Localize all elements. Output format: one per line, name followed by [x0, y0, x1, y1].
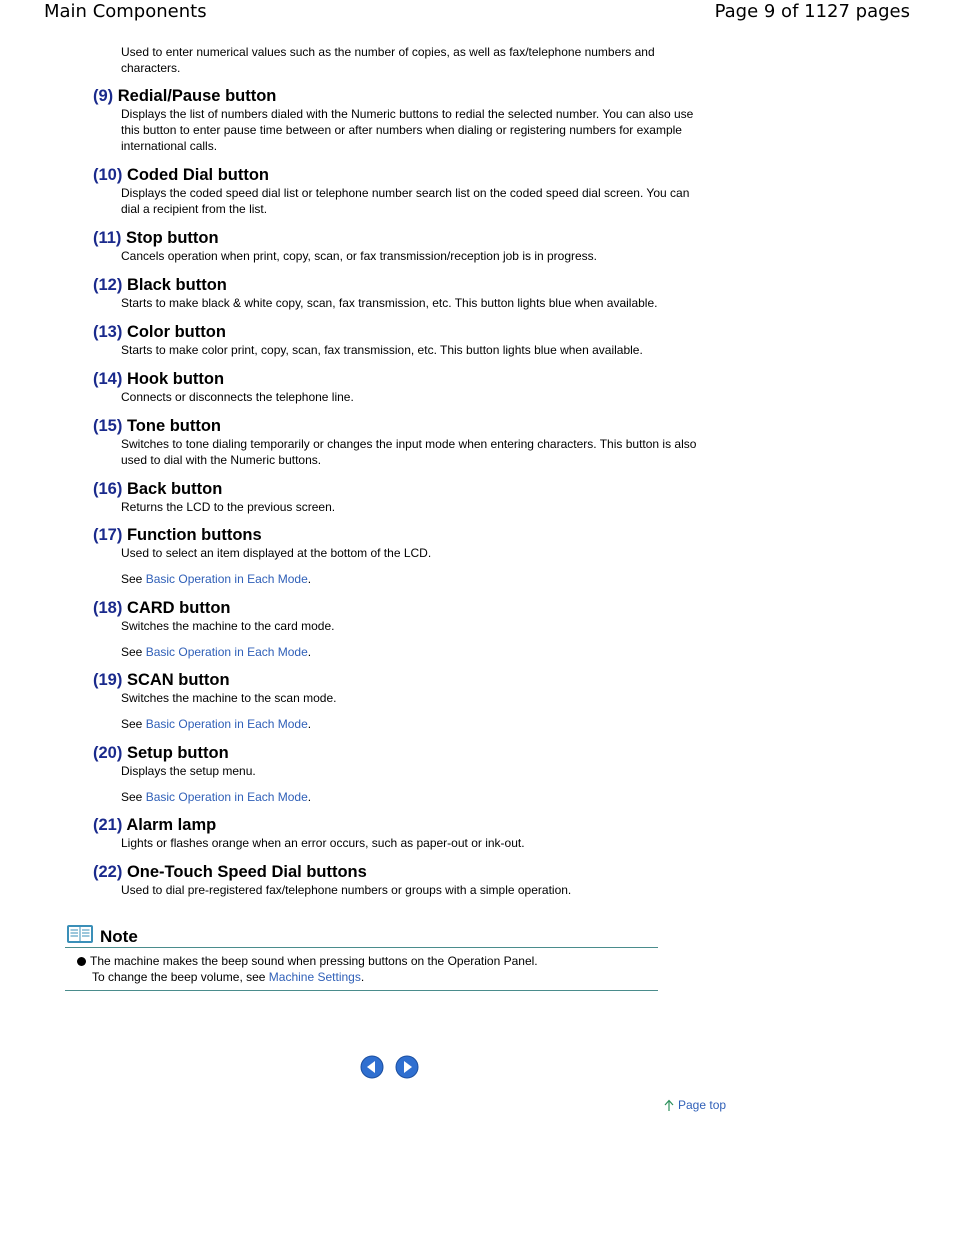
item-heading [93, 479, 723, 499]
note-body [65, 948, 658, 991]
page-counter: Page 9 of 1127 pages [714, 1, 910, 22]
item-number: (11) [93, 229, 122, 247]
item-description: Cancels operation when print, copy, scan, or fax transmission/reception job is in progress. [121, 249, 598, 263]
page-navigation [360, 1055, 422, 1079]
item-heading [93, 743, 723, 763]
item-description: Displays the list of numbers dialed with the Numeric buttons to redial the selected number. You can also use this button to enter pause time between or after numbers when dialing or registering numbers for example international calls. [121, 107, 694, 153]
see-also [121, 716, 723, 732]
item-description: Used to dial pre-registered fax/telephone numbers or groups with a simple operation. [121, 883, 572, 897]
item-description: Displays the coded speed dial list or telephone number search list on the coded speed dial screen. You can dial a recipient from the list. [121, 186, 690, 216]
item-color [93, 322, 723, 358]
item-one-touch-speed-dial [93, 862, 723, 898]
item-number: (19) [93, 671, 123, 689]
arrow-left-circle-icon[interactable] [360, 1055, 384, 1079]
item-hook [93, 369, 723, 405]
item-name: Coded Dial button [126, 166, 270, 184]
item-tone [93, 416, 723, 468]
item-heading [93, 228, 723, 248]
see-suffix: . [307, 790, 312, 804]
arrow-right-circle-icon[interactable] [395, 1055, 419, 1079]
item-description: Starts to make black & white copy, scan, fax transmission, etc. This button lights blue when available. [121, 296, 658, 310]
note-title: Note [100, 927, 138, 946]
machine-settings-link[interactable]: Machine Settings [268, 970, 361, 984]
item-heading [93, 275, 723, 295]
note-text-prefix: To change the beep volume, see [92, 970, 269, 984]
item-number: (22) [93, 863, 123, 881]
item-description: Returns the LCD to the previous screen. [121, 500, 336, 514]
item-name: Redial/Pause button [117, 87, 277, 105]
item-description: Lights or flashes orange when an error occurs, such as paper-out or ink-out. [121, 836, 525, 850]
item-number: (13) [93, 323, 123, 341]
page-header [0, 0, 954, 30]
item-alarm-lamp [93, 815, 723, 851]
item-number: (16) [93, 480, 123, 498]
item-card [93, 598, 723, 660]
item-description: Used to select an item displayed at the bottom of the LCD. [121, 546, 432, 560]
item-name: SCAN button [126, 671, 230, 689]
bullet-icon [77, 957, 86, 966]
book-icon [66, 924, 94, 944]
item-function [93, 525, 723, 587]
item-name: Hook button [126, 370, 225, 388]
note-text: The machine makes the beep sound when pressing buttons on the Operation Panel. [90, 954, 538, 968]
item-heading [93, 862, 723, 882]
item-number: (20) [93, 744, 123, 762]
basic-operation-link[interactable]: Basic Operation in Each Mode [145, 790, 308, 804]
note-text-suffix: . [360, 970, 365, 984]
item-heading [93, 525, 723, 545]
note-box [65, 922, 658, 991]
item-number: (15) [93, 417, 123, 435]
item-name: CARD button [126, 599, 231, 617]
item-name: Setup button [126, 744, 229, 762]
item-description: Switches the machine to the card mode. [121, 619, 335, 633]
item-number: (21) [93, 816, 123, 834]
item-heading [93, 815, 723, 835]
item-heading [93, 416, 723, 436]
see-prefix: See [121, 717, 146, 731]
see-prefix: See [121, 645, 146, 659]
item-number: (12) [93, 276, 123, 294]
item-heading [93, 322, 723, 342]
basic-operation-link[interactable]: Basic Operation in Each Mode [145, 645, 308, 659]
item-stop [93, 228, 723, 264]
item-description: Starts to make color print, copy, scan, fax transmission, etc. This button lights blue when available. [121, 343, 643, 357]
see-suffix: . [307, 572, 312, 586]
item-name: Black button [126, 276, 227, 294]
item-name: Back button [126, 480, 223, 498]
note-header [65, 922, 658, 948]
item-redial-pause [93, 86, 723, 154]
item-heading [93, 86, 723, 106]
item-heading [93, 670, 723, 690]
item-name: Function buttons [126, 526, 262, 544]
item-number: (17) [93, 526, 123, 544]
see-prefix: See [121, 572, 146, 586]
item-number: (18) [93, 599, 123, 617]
item-name: Alarm lamp [126, 816, 217, 834]
item-name: Tone button [126, 417, 222, 435]
page-top-link[interactable]: Page top [678, 1098, 727, 1112]
document-title: Main Components [44, 1, 207, 22]
intro-paragraph: Used to enter numerical values such as the number of copies, as well as fax/telephone numbers and characters. [121, 45, 655, 75]
note-line-1 [77, 953, 658, 969]
see-suffix: . [307, 645, 312, 659]
page-top-link-wrap [663, 1098, 726, 1112]
see-also [121, 644, 723, 660]
item-setup [93, 743, 723, 805]
item-scan [93, 670, 723, 732]
arrow-up-icon[interactable] [663, 1098, 675, 1112]
item-description: Connects or disconnects the telephone line. [121, 390, 354, 404]
item-description: Displays the setup menu. [121, 764, 256, 778]
item-heading [93, 369, 723, 389]
note-line-2 [77, 969, 658, 985]
see-also [121, 789, 723, 805]
basic-operation-link[interactable]: Basic Operation in Each Mode [145, 572, 308, 586]
item-number: (9) [93, 87, 114, 105]
item-back [93, 479, 723, 515]
item-heading [93, 598, 723, 618]
item-black [93, 275, 723, 311]
item-heading [93, 165, 723, 185]
item-number: (10) [93, 166, 123, 184]
item-description: Switches to tone dialing temporarily or changes the input mode when entering characters. This button is also used to dial with the Numeric buttons. [121, 437, 697, 467]
see-prefix: See [121, 790, 146, 804]
see-also [121, 571, 723, 587]
item-number: (14) [93, 370, 123, 388]
item-coded-dial [93, 165, 723, 217]
item-description: Switches the machine to the scan mode. [121, 691, 337, 705]
see-suffix: . [307, 717, 312, 731]
item-name: Stop button [126, 229, 219, 247]
basic-operation-link[interactable]: Basic Operation in Each Mode [145, 717, 308, 731]
item-name: One-Touch Speed Dial buttons [126, 863, 367, 881]
item-name: Color button [126, 323, 226, 341]
